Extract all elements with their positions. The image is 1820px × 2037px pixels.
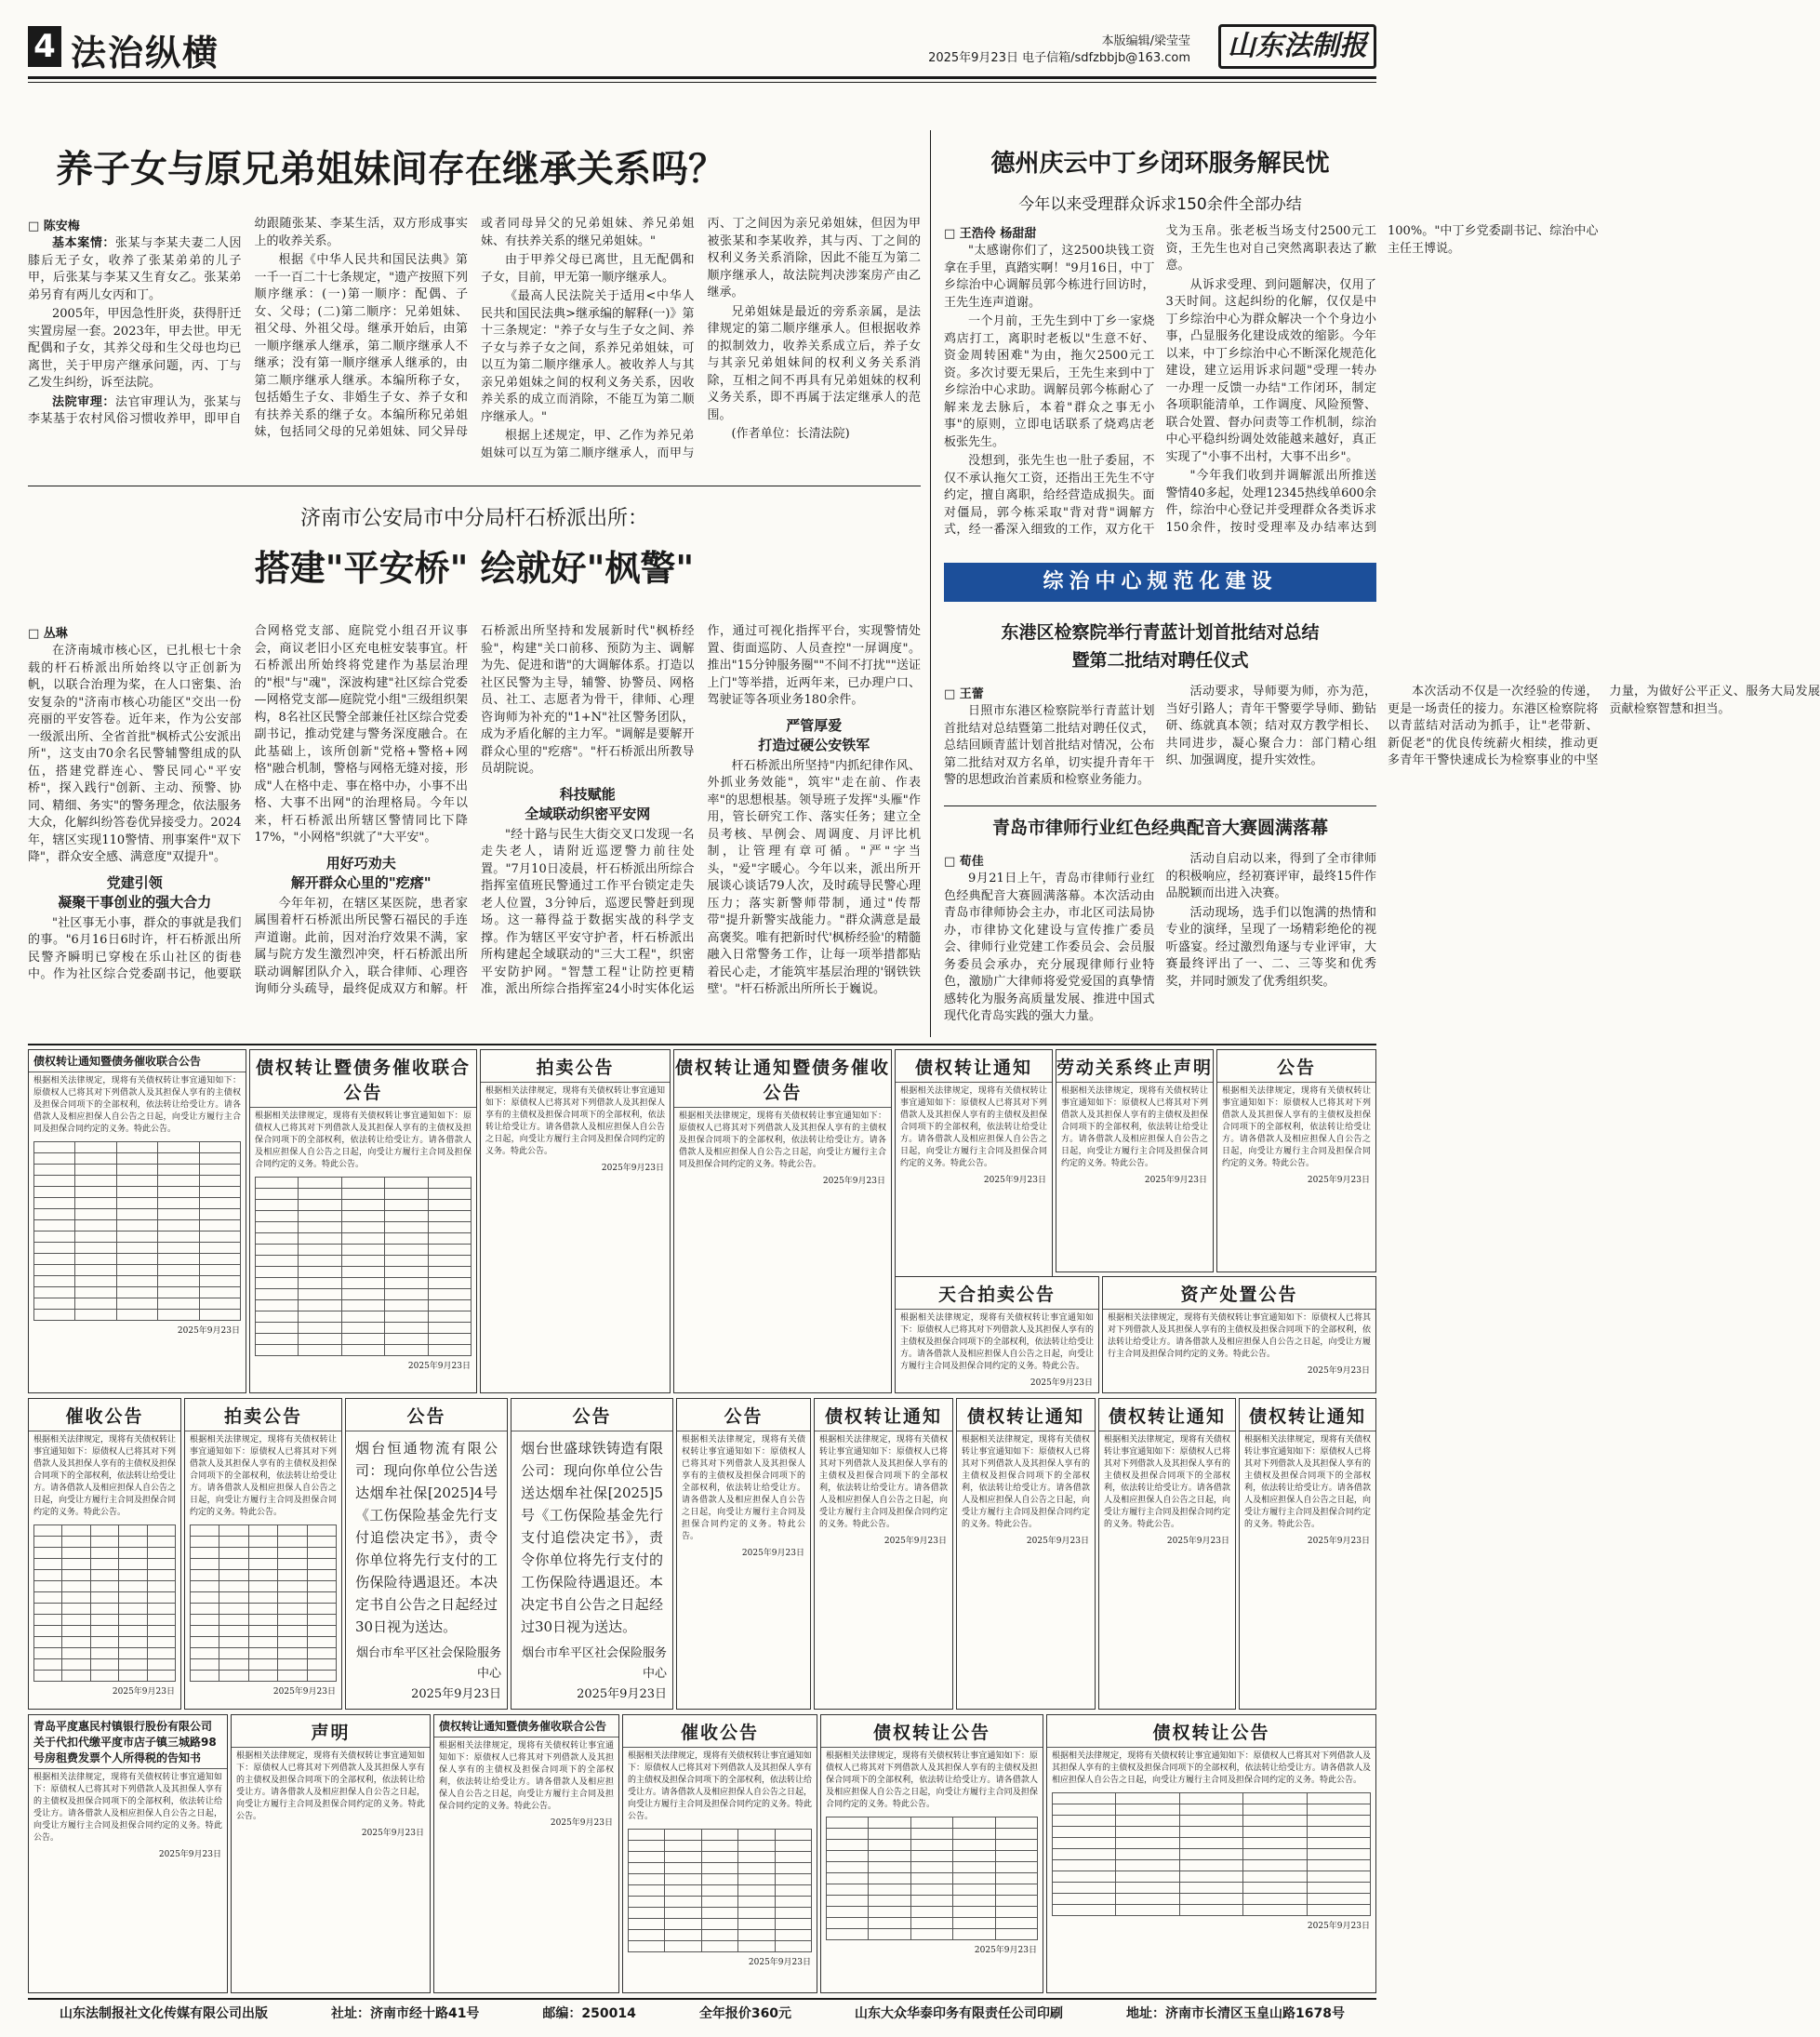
legal-notice	[231, 1714, 431, 1993]
article2-kicker: 济南市公安局市中分局杆石桥派出所：	[299, 507, 648, 530]
notice-date: 2025年9月23日	[1307, 1537, 1370, 1546]
legal-notice	[433, 1714, 619, 1993]
article1-paragraph: 基本案情：张某与李某夫妻二人因膝后无子女，收养了张某弟弟的儿子甲，后张某与李某又生育女乙。张某弟弟另育有两儿女丙和丁。	[28, 236, 242, 302]
footer-item: 社址：济南市经十路41号	[330, 2006, 480, 2021]
notice-title: 公告	[511, 1399, 672, 1431]
notice-body: 根据相关法律规定，现将有关债权转让事宜通知如下：原债权人已将其对下列借款人及其担保人享有的主债权及担保合同项下的全部权利，依法转让给受让方。请各借款人及相应担保人自公告之日起，向受让方履行主合同及担保合同约定的义务。特此公告。	[819, 1435, 948, 1529]
column-divider	[930, 130, 931, 1037]
legal-notice	[480, 1049, 671, 1393]
footer-item: 山东法制报社文化传媒有限公司出版	[59, 2006, 268, 2021]
editor-credit: 本版编辑/梁莹莹	[1101, 34, 1190, 48]
notice-title: 债权转让通知	[1099, 1399, 1235, 1431]
notice-date: 2025年9月23日	[974, 1946, 1037, 1955]
legal-notice	[1098, 1398, 1236, 1710]
article5-title: 青岛市律师行业红色经典配音大赛圆满落幕	[991, 818, 1328, 838]
legal-notice	[895, 1276, 1099, 1393]
article3-body	[944, 223, 1599, 553]
article3-paragraph: 没想到，张先生也一肚子委屈，不仅不承认拖欠工资，还指出王先生不守约定，擅自离职，给经营造成损失。面对僵局，郭今栋采取"背对背"调解方式，经一番深入细致的工作，双方化干戈为玉帛。张老板当场支付2500元工资，王先生也对自己突然离职表达了歉意。	[944, 224, 1376, 537]
article3-title: 德州庆云中丁乡闭环服务解民忧	[990, 150, 1330, 178]
legal-notice	[1102, 1276, 1376, 1393]
notice-body: 根据相关法律规定，现将有关债权转让事宜通知如下：原债权人已将其对下列借款人及其担保人享有的主债权及担保合同项下的全部权利，依法转让给受让方。请各借款人及相应担保人自公告之日起，向受让方履行主合同及担保合同约定的义务。特此公告。	[1061, 1086, 1208, 1168]
article2-s4: 杆石桥派出所坚持"内抓纪律作风、外抓业务效能"，筑牢"走在前、作表率"的思想根基。领导班子发挥"头雁"作用，管长研究工作、落实任务；建立全员考核、早例会、周调度、月评比机制，让管理有章可循。"严"字当头，"爱"字暖心。今年以来，派出所开展谈心谈话79人次，及时疏导民警心理压力；落实新警师带制，通过"传帮带"提升新警实战能力。"群众满意是最高褒奖。唯有把新时代'枫桥经验'的精髓融入日常警务工作，让每一项举措都贴着民心走，才能筑牢基层治理的'钢铁铁壁'。"杆石桥派出所所长于巍说。	[707, 758, 921, 996]
notice-date: 2025年9月23日	[883, 1537, 947, 1546]
legal-notice	[1239, 1398, 1376, 1710]
article4-paragraph: 活动要求，导师要为师，亦为范，当好引路人；青年干警要学导师、勤钻研、练就真本领；结对双方教学相长、共同进步，凝心聚合力：部门精心组织、加强调度，提升实效性。	[1165, 685, 1376, 767]
notice-title: 公告	[1217, 1050, 1375, 1083]
notice-date: 2025年9月23日	[407, 1362, 471, 1371]
notice-body: 根据相关法律规定，现将有关债权转让事宜通知如下：原债权人已将其对下列借款人及其担保人享有的主债权及担保合同项下的全部权利，依法转让给受让方。请各借款人及相应担保人自公告之日起，向受让方履行主合同及担保合同约定的义务。特此公告。	[33, 1435, 177, 1517]
notice-body: 根据相关法律规定，现将有关债权转让事宜通知如下：原债权人已将其对下列借款人及其担保人享有的主债权及担保合同项下的全部权利，依法转让给受让方。请各借款人及相应担保人自公告之日起，向受让方履行主合同及担保合同约定的义务。特此公告。	[190, 1435, 337, 1517]
legal-notice	[673, 1049, 892, 1393]
notice-date: 2025年9月23日	[983, 1176, 1046, 1185]
notice-date: 2025年9月23日	[1307, 1366, 1370, 1376]
article4-title: 东港区检察院举行青蓝计划首批结对总结 暨第二批结对聘任仪式	[1001, 622, 1320, 671]
article2-s2: 今年年初，在辖区某医院，患者家属围着杆石桥派出所民警石福民的手连声道谢。此前，因对治疗效果不满，家属与院方发生激烈冲突，杆石桥派出所联动调解团队介入，联合律师、心理咨询师分头疏导，最终促成双方和解。杆石桥派出所坚持和发展新时代"枫桥经验"，构建"关口前移、预防为主、调解为先、促进和谐"的大调解体系。打造以社区民警为主导，辅警、协警员、网格员、社工、志愿者为骨干，律师、心理咨询师为补充的"1+N"社区警务团队，成为矛盾化解的主力军。"调解是要解开群众心里的"疙瘩"。"杆石桥派出所教导员胡院说。	[254, 624, 695, 996]
article2-title: 搭建"平安桥" 绘就好"枫警"	[254, 548, 695, 589]
notice-body: 根据相关法律规定，现将有关债权转让事宜通知如下：原债权人已将其对下列借款人及其担保人享有的主债权及担保合同项下的全部权利，依法转让给受让方。请各借款人及相应担保人自公告之日起，向受让方履行主合同及担保合同约定的义务。特此公告。	[962, 1435, 1090, 1529]
notice-body: 根据相关法律规定，现将有关债权转让事宜通知如下：原债权人已将其对下列借款人及其担保人享有的主债权及担保合同项下的全部权利，依法转让给受让方。请各借款人及相应担保人自公告之日起，向受让方履行主合同及担保合同约定的义务。特此公告。	[682, 1435, 805, 1541]
footer-item: 地址：济南市长清区玉皇山路1678号	[1126, 2006, 1345, 2021]
notice-date: 2025年9月23日	[177, 1326, 240, 1336]
notice-date: 2025年9月23日	[158, 1850, 221, 1859]
article2-s3: "经十路与民生大街交叉口发现一名走失老人，请附近巡逻警力前往处置。"7月10日凌晨，杆石桥派出所综合指挥室值班民警通过工作平台锁定走失老人位置，3分钟后，巡逻民警赶到现场。这一幕得益于数据实战的科学支撑。作为辖区平安守护者，杆石桥派出所构建起全域联动的"三大工程"，织密平安防护网。"智慧工程"让防控更精准，派出所综合指挥室24小时实体化运作，通过可视化指挥平台，实现警情处置、街面巡防、人员查控"一屏调度"。推出"15分钟服务圈""不间不打扰""送证上门"等举措，近两年来，已办理户口、驾驶证等各项业务180余件。	[481, 624, 921, 996]
notice-body: 根据相关法律规定，现将有关债权转让事宜通知如下：原债权人已将其对下列借款人及其担保人享有的主债权及担保合同项下的全部权利，依法转让给受让方。请各借款人及相应担保人自公告之日起，向受让方履行主合同及担保合同约定的义务。特此公告。	[485, 1086, 665, 1156]
notice-date: 2025年9月23日	[550, 1818, 613, 1828]
notice-title: 债权转让通知	[1240, 1399, 1375, 1431]
article3-subtitle: 今年以来受理群众诉求150余件全部办结	[1018, 195, 1302, 214]
legal-notice	[511, 1398, 673, 1710]
legal-notice	[28, 1049, 246, 1393]
article2-s1: "社区事无小事，群众的事就是我们的事。"6月16日6时许，杆石桥派出所民警齐瞬明已穿梭在乐山社区的街巷中。作为社区综合党委副书记，他要联合网格党支部、庭院党小组召开议事会，商议老旧小区充电桩安装事宜。杆石桥派出所始终将党建作为基层治理的"根"与"魂"，深波构建"社区综合党委—网格党支部—庭院党小组"三级组织架构，8名社区民警全部兼任社区综合党委副书记，推动党建与警务深度融合。在此基础上，该所创新"党格+警格+网格"融合机制，警格与网格无缝对接，形成"人在格中走、事在格中办，小事不出格、大事不出网"的治理格局。今年以来，杆石桥派出所辖区警情同比下降17%，"小网格"织就了"大平安"。	[28, 624, 468, 981]
article1-paragraph: 《最高人民法院关于适用<中华人民共和国民法典>继承编的解释(一)》第十三条规定："养子女与生子女之间、养子女与养子女之间，系养兄弟姐妹，可以互为第二顺序继承人。被收养人与其亲兄弟姐妹之间的权利义务关系，因收养关系的成立而消除，不能互为第二顺序继承人。"	[481, 289, 695, 424]
section-name: 法治纵横	[71, 33, 220, 73]
legal-notice	[184, 1398, 342, 1710]
notice-date: 2025年9月23日	[601, 1164, 664, 1173]
notice-title: 拍卖公告	[185, 1399, 341, 1431]
notice-date: 2025年9月23日	[112, 1687, 175, 1697]
article1-paragraph: 法院审理：法官审理认为，张某与李某基于农村风俗习惯收养甲，即甲自幼跟随张某、李某生活，双方形成事实上的收养关系。	[28, 217, 468, 426]
footer-item: 全年报价360元	[698, 2006, 792, 2021]
article1-paragraph: 兄弟姐妹是最近的旁系亲属，是法律规定的第二顺序继承人。但根据收养的拟制效力，收养关系成立后，养子女与其亲兄弟姐妹间的权利义务关系消除，互相之间不再具有兄弟姐妹的权利义务关系，即不再属于法定继承人的范围。	[707, 304, 921, 422]
article1-paragraph: 根据《中华人民共和国民法典》第一千一百二十七条规定，"遗产按照下列顺序继承：(一)第一顺序：配偶、子女、父母；(二)第二顺序：兄弟姐妹、祖父母、外祖父母。继承开始后，由第一顺序继承人继承，第二顺序继承人不继承；没有第一顺序继承人继承的，由第二顺序继承人继承。本编所称子女，包括婚生子女、非婚生子女、养子女和有扶养关系的继子女。本编所称兄弟姐妹，包括同父母的兄弟姐妹、同父异母或者同母异父的兄弟姐妹、养兄弟姐妹、有扶养关系的继兄弟姐妹。"	[254, 217, 695, 439]
notice-body: 根据相关法律规定，现将有关债权转让事宜通知如下：原债权人已将其对下列借款人及其担保人享有的主债权及担保合同项下的全部权利，依法转让给受让方。请各借款人及相应担保人自公告之日起，向受让方履行主合同及担保合同约定的义务。特此公告。	[1108, 1313, 1371, 1359]
notice-date: 2025年9月23日	[1144, 1176, 1207, 1185]
notice-title: 青岛平度惠民村镇银行股份有限公司关于代扣代缴平度市店子镇三城路98号房租费发票个人所得税的告知书	[29, 1715, 227, 1769]
notice-title: 天合拍卖公告	[896, 1277, 1098, 1310]
divider	[944, 805, 1376, 806]
notice-body: 根据相关法律规定，现将有关债权转让事宜通知如下：原债权人已将其对下列借款人及其担保人享有的主债权及担保合同项下的全部权利，依法转让给受让方。请各借款人及相应担保人自公告之日起，向受让方履行主合同及担保合同约定的义务。特此公告。	[1104, 1435, 1230, 1529]
notice-body: 根据相关法律规定，现将有关债权转让事宜通知如下：原债权人已将其对下列借款人及其担保人享有的主债权及担保合同项下的全部权利，依法转让给受让方。请各借款人及相应担保人自公告之日起，向受让方履行主合同及担保合同约定的义务。特此公告。	[826, 1751, 1038, 1809]
notice-date: 烟台市牟平区社会保险服务中心 2025年9月23日	[521, 1646, 667, 1701]
legal-notice	[28, 1398, 181, 1710]
article5-paragraph: 9月21日上午，青岛市律师行业红色经典配音大赛圆满落幕。本次活动由青岛市律师协会主办，市北区司法局协办，市律协文化建设与宣传推广委员会、律师行业党建工作委员会、会员服务委员会承办，充分展现律师行业特色，激励广大律师将爱党爱国的真挚情感转化为服务高质量发展、推进中国式现代化青岛实践的强大力量。	[944, 872, 1155, 1023]
notice-title: 声明	[232, 1715, 430, 1748]
notice-table	[255, 1177, 472, 1356]
masthead-rule	[28, 76, 1376, 79]
notice-title: 债权转让通知	[957, 1399, 1095, 1431]
article1-paragraph: 根据上述规定，甲、乙作为养兄弟姐妹可以互为第二顺序继承人，而甲与丙、丁之间因为亲兄弟姐妹，但因为甲被张某和李某收养，其与丙、丁之间的权利义务关系消除，因此不能互为第二顺序继承人，故法院判决涉案房产由乙继承。	[481, 217, 921, 460]
notice-title: 债权转让通知	[815, 1399, 952, 1431]
legal-notice	[1056, 1049, 1214, 1272]
notice-date: 2025年9月23日	[822, 1177, 885, 1186]
notice-title: 公告	[677, 1399, 810, 1431]
notice-body: 根据相关法律规定，现将有关债权转让事宜通知如下：原债权人已将其对下列借款人及其担保人享有的主债权及担保合同项下的全部权利，依法转让给受让方。请各借款人及相应担保人自公告之日起，向受让方履行主合同及担保合同约定的义务。特此公告。	[255, 1112, 472, 1169]
footer-item: 邮编：250014	[542, 2006, 636, 2021]
newspaper-logo: 山东法制报	[1218, 24, 1376, 69]
notice-title: 催收公告	[623, 1715, 817, 1748]
footer-item: 山东大众华泰印务有限责任公司印刷	[855, 2006, 1064, 2021]
notice-body: 根据相关法律规定，现将有关债权转让事宜通知如下：原债权人已将其对下列借款人及其担保人享有的主债权及担保合同项下的全部权利，依法转让给受让方。请各借款人及相应担保人自公告之日起，向受让方履行主合同及担保合同约定的义务。特此公告。	[439, 1741, 614, 1811]
legal-notice	[622, 1714, 817, 1993]
article2-lead: 在济南城市核心区，已扎根七十余载的杆石桥派出所始终以守正创新为帆，以联合治理为桨，在人口密集、治安复杂的"济南市核心功能区"交出一份亮丽的平安答卷。近年来，作为公安部一级派出所、全省首批"枫桥式公安派出所"，这支由70余名民警辅警组成的队伍，搭建党群连心、警民同心"平安桥"，探入践行"创新、主动、预警、协同、精细、务实"的警务理念，依法服务大众，化解纠纷答卷优异接受力。2024年，辖区实现110警情、刑事案件"双下降"，群众安全感、满意度"双提升"。	[28, 644, 242, 864]
article1-paragraph: (作者单位：长清法院)	[731, 427, 850, 441]
section-banner: 综治中心规范化建设	[944, 563, 1376, 602]
notice-body: 烟台恒通物流有限公司：现向你单位公告送达烟牟社保[2025]4号《工伤保险基金先行支付追偿决定书》，责令你单位将先行支付的工伤保险待遇退还。本决定书自公告之日起经过30日视为送达。	[355, 1440, 498, 1635]
notice-title: 债权转让通知暨债务催收联合公告	[29, 1050, 246, 1072]
notice-date: 2025年9月23日	[1166, 1537, 1229, 1546]
article1-paragraph: 2005年，甲因急性肝炎，获得肝迁实置房屋一套。2023年，甲去世。甲无配偶和子女，其养父母和生父母也均已离世，关于甲房产继承问题，丙、丁与乙发生纠纷，诉至法院。	[28, 307, 242, 390]
notice-title: 债权转让公告	[821, 1715, 1043, 1748]
notice-date: 2025年9月23日	[1307, 1176, 1370, 1185]
notice-table	[190, 1524, 337, 1682]
article4-paragraph: 日照市东港区检察院举行青蓝计划首批结对总结暨第二批结对聘任仪式，总结回顾青蓝计划首批结对情况，公布第二批结对双方名单，切实提升青年干警的思想政治首素质和检察业务能力。	[944, 704, 1155, 787]
notice-body: 根据相关法律规定，现将有关债权转让事宜通知如下：原债权人已将其对下列借款人及其担保人享有的主债权及担保合同项下的全部权利，依法转让给受让方。请各借款人及相应担保人自公告之日起，向受让方履行主合同及担保合同约定的义务。特此公告。	[900, 1086, 1047, 1168]
article1-subhead: 基本案情：	[52, 236, 116, 250]
legal-notice	[345, 1398, 508, 1710]
notice-title: 劳动关系终止声明	[1056, 1050, 1213, 1083]
notice-body: 根据相关法律规定，现将有关债权转让事宜通知如下：原债权人已将其对下列借款人及其担保人享有的主债权及担保合同项下的全部权利，依法转让给受让方。请各借款人及相应担保人自公告之日起，向受让方履行主合同及担保合同约定的义务。特此公告。	[1222, 1086, 1371, 1168]
notice-date: 2025年9月23日	[1030, 1378, 1093, 1388]
notice-title: 拍卖公告	[481, 1050, 670, 1083]
notice-body: 根据相关法律规定，现将有关债权转让事宜通知如下：原债权人已将其对下列借款人及其担保人享有的主债权及担保合同项下的全部权利，依法转让给受让方。请各借款人及相应担保人自公告之日起，向受让方履行主合同及担保合同约定的义务。特此公告。	[679, 1112, 886, 1169]
notice-body: 根据相关法律规定，现将有关债权转让事宜通知如下：原债权人已将其对下列借款人及其担保人享有的主债权及担保合同项下的全部权利，依法转让给受让方。请各借款人及相应担保人自公告之日起，向受让方履行主合同及担保合同约定的义务。特此公告。	[1052, 1751, 1371, 1785]
article3-paragraph: "太感谢你们了，这2500块钱工资拿在手里，真踏实啊！"9月16日，中丁乡综治中心调解员郭今栋进行回访时，王先生连声道谢。	[944, 244, 1155, 310]
notice-title: 资产处置公告	[1103, 1277, 1375, 1310]
article2-s3-title: 科技赋能 全域联动织密平安网	[525, 785, 651, 822]
notice-title: 债权转让通知	[896, 1050, 1052, 1083]
article3-paragraph: "今年我们收到并调解派出所推送警情40多起，处理12345热线单600余件，综治中心登记并受理群众各类诉求150余件，按时受理率及办结率达到100%。"中丁乡党委副书记、综治中心主任王博说。	[1165, 224, 1599, 535]
notice-title: 债权转让暨债务催收联合公告	[250, 1050, 476, 1108]
notice-body: 根据相关法律规定，现将有关债权转让事宜通知如下：原债权人已将其对下列借款人及其担保人享有的主债权及担保合同项下的全部权利，依法转让给受让方。请各借款人及相应担保人自公告之日起，向受让方履行主合同及担保合同约定的义务。特此公告。	[33, 1773, 222, 1843]
notice-date: 2025年9月23日	[272, 1687, 336, 1697]
notice-date: 烟台市牟平区社会保险服务中心 2025年9月23日	[355, 1646, 501, 1701]
article2-byline: □ 丛琳	[28, 627, 68, 641]
article2-body	[28, 623, 921, 1037]
notice-title: 公告	[346, 1399, 507, 1431]
article5-paragraph: 活动现场，选手们以饱满的热情和专业的演绎，呈现了一场精彩绝伦的视听盛宴。经过激烈角逐与专业评审，大赛最终评出了一、二、三等奖和优秀奖，并同时颁发了优秀组织奖。	[1165, 905, 1376, 989]
article2-s2-title: 用好巧劝夫 解开群众心里的"疙瘩"	[290, 854, 432, 891]
notice-table	[826, 1817, 1038, 1940]
notice-body: 根据相关法律规定，现将有关债权转让事宜通知如下：原债权人已将其对下列借款人及其担保人享有的主债权及担保合同项下的全部权利，依法转让给受让方。请各借款人及相应担保人自公告之日起，向受让方履行主合同及担保合同约定的义务。特此公告。	[900, 1313, 1094, 1371]
notice-table	[1052, 1792, 1371, 1916]
legal-notice	[1216, 1049, 1376, 1272]
notice-body: 根据相关法律规定，现将有关债权转让事宜通知如下：原债权人已将其对下列借款人及其担保人享有的主债权及担保合同项下的全部权利，依法转让给受让方。请各借款人及相应担保人自公告之日起，向受让方履行主合同及担保合同约定的义务。特此公告。	[1244, 1435, 1371, 1529]
notice-body: 根据相关法律规定，现将有关债权转让事宜通知如下：原债权人已将其对下列借款人及其担保人享有的主债权及担保合同项下的全部权利，依法转让给受让方。请各借款人及相应担保人自公告之日起，向受让方履行主合同及担保合同约定的义务。特此公告。	[628, 1751, 813, 1821]
article1-title: 养子女与原兄弟姐妹间存在继承关系吗？	[56, 148, 725, 191]
article2-s4-title: 严管厚爱 打造过硬公安铁军	[758, 716, 870, 753]
notice-body: 根据相关法律规定，现将有关债权转让事宜通知如下：原债权人已将其对下列借款人及其担保人享有的主债权及担保合同项下的全部权利，依法转让给受让方。请各借款人及相应担保人自公告之日起，向受让方履行主合同及担保合同约定的义务。特此公告。	[236, 1751, 425, 1821]
notice-date: 2025年9月23日	[1026, 1537, 1089, 1546]
ads-divider	[28, 1044, 1376, 1045]
article1-subhead: 法院审理：	[52, 394, 116, 409]
date-email: 2025年9月23日 电子信箱/sdfzbbjb@163.com	[928, 51, 1190, 65]
article1-byline: □ 陈安梅	[28, 220, 80, 233]
legal-notice	[28, 1714, 228, 1993]
legal-notice	[676, 1398, 811, 1710]
notice-date: 2025年9月23日	[1307, 1922, 1370, 1931]
notice-body: 根据相关法律规定，现将有关债权转让事宜通知如下：原债权人已将其对下列借款人及其担保人享有的主债权及担保合同项下的全部权利，依法转让给受让方。请各借款人及相应担保人自公告之日起，向受让方履行主合同及担保合同约定的义务。特此公告。	[33, 1076, 241, 1134]
article5-paragraph: 活动自启动以来，得到了全市律师的积极响应，经初赛评审，最终15件作品脱颖而出进入决赛。	[1165, 852, 1376, 900]
notice-table	[628, 1829, 812, 1952]
article4-byline: □ 王蕾	[944, 687, 984, 701]
notice-date: 2025年9月23日	[748, 1958, 811, 1967]
article5-body	[944, 851, 1376, 1032]
notice-title: 债权转让通知暨债务催收公告	[674, 1050, 891, 1108]
section-number: 4	[28, 26, 61, 67]
notice-title: 债权转让公告	[1047, 1715, 1375, 1748]
article1-paragraph: 由于甲养父母已离世，且无配偶和子女，目前，甲无第一顺序继承人。	[481, 253, 695, 285]
notice-title: 债权转让通知暨债务催收联合公告	[434, 1715, 618, 1737]
legal-notice	[820, 1714, 1043, 1993]
article2-s1-title: 党建引领 凝聚干事创业的强大合力	[58, 873, 212, 911]
masthead-rule-thin	[28, 82, 1376, 83]
article3-paragraph: 一个月前，王先生到中丁乡一家烧鸡店打工，离职时老板以"生意不好、资金周转困难"为由，拖欠2500元工资。多次讨要无果后，王先生来到中丁乡综治中心求助。调解员郭今栋耐心了解来龙去脉后，本着"群众之事无小事"的原则，立即电话联系了烧鸡店老板张先生。	[944, 314, 1155, 449]
notice-title: 催收公告	[29, 1399, 180, 1431]
legal-notice	[956, 1398, 1096, 1710]
article3-paragraph: 从诉求受理、到问题解决，仅用了3天时间。这起纠纷的化解，仅仅是中丁乡综治中心为群众解决一个个身边小事，凸显服务化建设成效的缩影。今年以来，中丁乡综治中心不断深化规范化建设，建立运用诉求问题"受理一转办一办理一反馈一办结"工作闭环，制定各项职能清单，工作调度、风险预警、联合处置、督办问责等工作机制，综治中心平稳纠纷调处效能越来越好，真正实现了"小事不出村，大事不出乡"。	[1165, 277, 1376, 464]
notice-table	[33, 1524, 176, 1682]
article1-body	[28, 216, 921, 476]
notice-body: 烟台世盛球铁铸造有限公司：现向你单位公告送达烟牟社保[2025]5号《工伤保险基金先行支付追偿决定书》，责令你单位将先行支付的工伤保险待遇退还。本决定书自公告之日起经过30日视为送达。	[521, 1440, 663, 1635]
legal-notice	[814, 1398, 953, 1710]
legal-notice	[1046, 1714, 1376, 1993]
masthead-meta	[837, 33, 1190, 67]
article5-byline: □ 荀佳	[944, 855, 984, 869]
notice-table	[33, 1141, 241, 1321]
footer	[28, 1998, 1376, 2026]
notice-date: 2025年9月23日	[741, 1549, 804, 1558]
article3-byline: □ 王浩伶 杨甜甜	[944, 227, 1037, 241]
article4-paragraph: 本次活动不仅是一次经验的传递，更是一场责任的接力。东港区检察院将以青蓝结对活动为抓手，让"老带新、新促老"的优良传统薪火相续，推动更多青年干警快速成长为检察事业的中坚力量，为做好公平正义、服务大局发展贡献检察智慧和担当。	[1388, 685, 1820, 767]
notice-date: 2025年9月23日	[361, 1829, 424, 1838]
article4-body	[944, 684, 1820, 800]
legal-notice	[249, 1049, 477, 1393]
